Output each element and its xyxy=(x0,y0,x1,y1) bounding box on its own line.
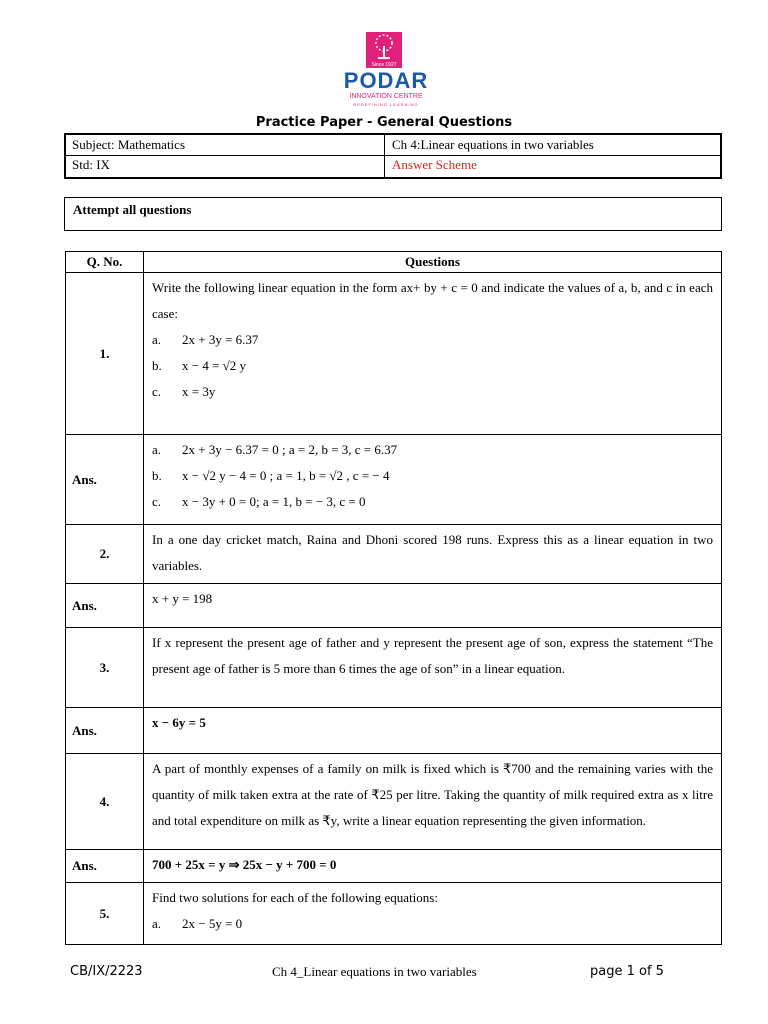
row-number: 4. xyxy=(66,754,144,850)
header-box xyxy=(64,133,722,179)
question-text: In a one day cricket match, Raina and Dhoni scored 198 runs. Express this as a linear equation in two variables. xyxy=(152,532,713,573)
sub-item-text: 2x + 3y = 6.37 xyxy=(182,332,259,347)
sub-item-text: x = 3y xyxy=(182,384,216,399)
row-number: Ans. xyxy=(66,708,144,754)
sub-item-text: x − 3y + 0 = 0; a = 1, b = − 3, c = 0 xyxy=(182,494,366,509)
question-text: A part of monthly expenses of a family on milk is fixed which is ₹700 and the remaining varies with the quantity of milk taken extra at the rate of ₹25 per litre. Taking the quantity of milk required extra as x litre and total expenditure on milk as ₹y, write a linear equation representing the given information. xyxy=(152,761,713,828)
question-row xyxy=(66,883,722,945)
question-row xyxy=(66,525,722,584)
question-text: 700 + 25x = y ⇒ 25x − y + 700 = 0 xyxy=(152,857,337,872)
row-number: Ans. xyxy=(66,435,144,525)
sub-item-label: b. xyxy=(152,468,162,483)
row-content xyxy=(144,708,722,754)
col-header-questions: Questions xyxy=(144,252,722,273)
std-label: Std: IX xyxy=(72,157,110,172)
sub-item xyxy=(152,379,713,405)
question-text: x + y = 198 xyxy=(152,591,213,606)
question-row xyxy=(66,273,722,435)
page-title: Practice Paper - General Questions xyxy=(255,115,513,130)
sub-item-label: a. xyxy=(152,332,162,347)
sub-item xyxy=(152,489,713,515)
row-content xyxy=(144,883,722,945)
question-text: If x represent the present age of father and y represent the present age of son, express the statement “The present age of father is 5 more than 6 times the age of son” in a linear equation. xyxy=(152,635,713,676)
question-row xyxy=(66,754,722,850)
questions-table xyxy=(65,251,722,945)
subject-label: Subject: Mathematics xyxy=(72,137,186,152)
sub-item-label: a. xyxy=(152,442,162,457)
row-number: 3. xyxy=(66,628,144,708)
question-text: Write the following linear equation in the form ax+ by + c = 0 and indicate the values of a, b, and c in each case: xyxy=(152,280,713,321)
row-content xyxy=(144,584,722,628)
logo-since: Since 1927 xyxy=(371,62,397,68)
footer-code: CB/IX/2223 xyxy=(70,964,143,979)
sub-item-label: c. xyxy=(152,494,162,509)
sub-item-text: x − √2 y − 4 = 0 ; a = 1, b = √2 , c = − 4 xyxy=(182,468,390,483)
row-content xyxy=(144,754,722,850)
sub-item-label: a. xyxy=(152,916,162,931)
row-content xyxy=(144,435,722,525)
footer-chapter: Ch 4_Linear equations in two variables xyxy=(272,964,477,979)
footer-page: page 1 of 5 xyxy=(590,964,664,979)
row-content xyxy=(144,273,722,435)
sub-item-text: 2x − 5y = 0 xyxy=(182,916,243,931)
answer-row xyxy=(66,708,722,754)
answer-row xyxy=(66,850,722,883)
sub-item xyxy=(152,911,713,937)
instruction-box: Attempt all questions xyxy=(64,197,722,231)
row-number: 5. xyxy=(66,883,144,945)
answer-row xyxy=(66,435,722,525)
logo-subtitle: INNOVATION CENTRE xyxy=(349,93,423,100)
question-row xyxy=(66,628,722,708)
answer-row xyxy=(66,584,722,628)
answer-scheme-label: Answer Scheme xyxy=(392,157,477,172)
logo-brand: PODAR xyxy=(343,68,429,93)
sub-item xyxy=(152,437,713,463)
sub-item-text: 2x + 3y − 6.37 = 0 ; a = 2, b = 3, c = 6.37 xyxy=(182,442,398,457)
row-content xyxy=(144,628,722,708)
row-number: Ans. xyxy=(66,850,144,883)
row-number: 2. xyxy=(66,525,144,584)
question-text: Find two solutions for each of the following equations: xyxy=(152,890,438,905)
sub-item xyxy=(152,353,713,379)
sub-item xyxy=(152,327,713,353)
sub-item xyxy=(152,463,713,489)
question-text: x − 6y = 5 xyxy=(152,715,206,730)
sub-item-label: b. xyxy=(152,358,162,373)
chapter-label: Ch 4:Linear equations in two variables xyxy=(392,137,594,152)
table-header-row xyxy=(66,252,722,273)
sub-item-label: c. xyxy=(152,384,162,399)
podar-logo xyxy=(336,32,436,110)
col-header-num: Q. No. xyxy=(66,252,144,273)
row-number: Ans. xyxy=(66,584,144,628)
row-content xyxy=(144,850,722,883)
logo-tagline: REDEFINING LEARNING xyxy=(353,102,419,107)
sub-item-text: x − 4 = √2 y xyxy=(182,358,247,373)
row-content xyxy=(144,525,722,584)
row-number: 1. xyxy=(66,273,144,435)
